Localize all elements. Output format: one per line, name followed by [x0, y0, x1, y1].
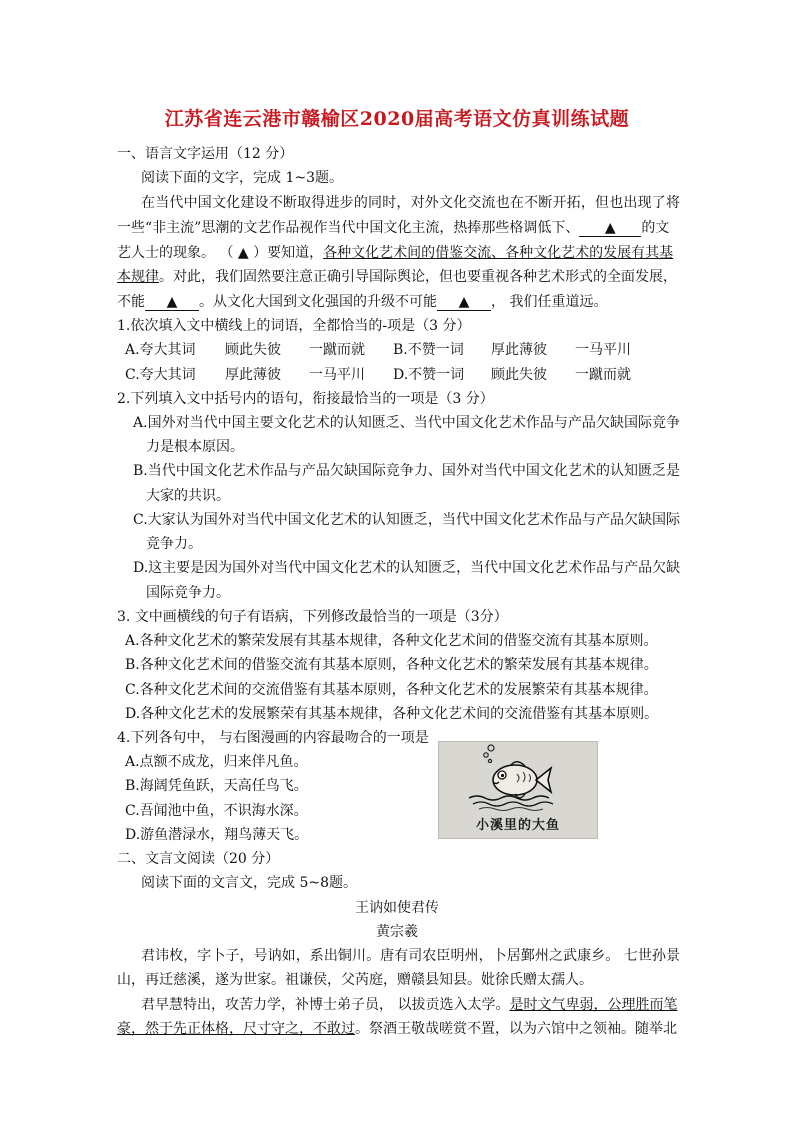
- q2-option-b-line-1: B.当代中国文化艺术作品与产品欠缺国际竞争力、国外对当代中国文化艺术的认知匮乏是: [133, 463, 680, 479]
- fill-blank-1: ▲: [579, 220, 641, 237]
- classical-p2-line-2: [117, 1020, 677, 1038]
- question-4-stem: 4.下列各句中， 与右图漫画的内容最吻合的一项是: [117, 730, 429, 746]
- passage-text: 的文: [641, 220, 670, 236]
- passage-text: 艺人士的现象。 （ ▲ ）要知道，: [117, 245, 324, 261]
- classical-text-author: 黄宗羲: [376, 924, 418, 940]
- question-2-stem: 2.下列填入文中括号内的语句，衔接最恰当的一项是（3 分）: [117, 391, 494, 407]
- passage-text: ， 我们任重道远。: [491, 294, 608, 310]
- q2-option-b-line-2: 大家的共识。: [146, 488, 230, 504]
- q1-option-c-word-2: 厚此薄彼: [225, 367, 281, 383]
- q1-option-d-word-1: D.不赞一词: [393, 367, 465, 383]
- underlined-sentence: 豪，然于先正体格，尺寸守之，不敢过: [117, 1021, 355, 1037]
- classical-p1-line-1: 君讳枚，字卜子，号讷如，系出铜川。唐有司农臣明州，卜居鄞州之武康乡。 七世孙景: [141, 948, 680, 964]
- page-title: 江苏省连云港市赣榆区2020届高考语文仿真训练试题: [164, 108, 630, 130]
- q4-option-a: A.点额不成龙，归来伴凡鱼。: [125, 754, 308, 770]
- underlined-sentence: 本规律: [117, 269, 159, 285]
- q1-option-b-word-2: 厚此薄彼: [491, 342, 547, 358]
- passage-text: 。祭酒王敬哉嗟赏不置，以为六馆中之领袖。随举北: [355, 1021, 677, 1037]
- q2-option-d-line-2: 国际竞争力。: [146, 585, 230, 601]
- q1-option-b-word-3: 一马平川: [575, 342, 631, 358]
- passage-text: 一些“非主流”思潮的文艺作品视作当代中国文化主流，热捧那些格调低下、: [117, 220, 580, 236]
- q1-option-a-word-2: 顾此失彼: [225, 342, 281, 358]
- q4-option-c: C.吾闻池中鱼，不识海水深。: [125, 803, 308, 819]
- q2-option-a-line-2: 力是根本原因。: [146, 439, 244, 455]
- q3-option-c: C.各种文化艺术间的交流借鉴有其基本原则，各种文化艺术的发展繁荣有其基本规律。: [125, 682, 658, 698]
- q4-option-b: B.海阔凭鱼跃，天高任鸟飞。: [125, 778, 308, 794]
- question-3-stem: 3. 文中画横线的句子有语病，下列修改最恰当的一项是（3分）: [117, 609, 508, 625]
- q4-option-d: D.游鱼潜渌水，翔鸟薄天飞。: [125, 827, 309, 843]
- q3-option-a: A.各种文化艺术的繁荣发展有其基本规律，各种文化艺术间的借鉴交流有其基本原则。: [125, 633, 658, 649]
- classical-p2-line-1: [141, 996, 677, 1014]
- passage-1-line-5: [117, 293, 607, 311]
- classical-text-title: 王讷如使君传: [355, 900, 439, 916]
- q1-option-a-word-3: 一蹴而就: [309, 342, 365, 358]
- section-2-heading: 二、文言文阅读（20 分）: [117, 851, 280, 867]
- q1-option-b-word-1: B.不赞一词: [393, 342, 464, 358]
- passage-1-line-3: [117, 244, 673, 262]
- q2-option-c-line-1: C.大家认为国外对当代中国文化艺术的认知匮乏，当代中国文化艺术作品与产品欠缺国际: [133, 512, 680, 528]
- q1-option-c-word-1: C.夸大其词: [125, 367, 196, 383]
- q1-option-d-word-3: 一蹴而就: [575, 367, 631, 383]
- passage-text: 不能: [117, 294, 145, 310]
- section-2-instruction: 阅读下面的文言文，完成 5~8题。: [141, 875, 357, 891]
- fill-blank-2: ▲: [145, 294, 199, 311]
- passage-1-line-4: [117, 268, 677, 286]
- passage-1-line-1: 在当代中国文化建设不断取得进步的同时，对外文化交流也在不断开拓，但也出现了将: [141, 195, 680, 211]
- fill-blank-3: ▲: [437, 294, 491, 311]
- fish-cartoon-image: [438, 741, 598, 839]
- q3-option-d: D.各种文化艺术的发展繁荣有其基本规律，各种文化艺术间的交流借鉴有其基本原则。: [125, 706, 659, 722]
- passage-text: 。对此，我们固然要注意正确引导国际舆论，但也要重视各种艺术形式的全面发展，: [159, 269, 677, 285]
- question-1-stem: 1.依次填入文中横线上的词语，全都恰当的-项是（3 分）: [117, 318, 471, 334]
- passage-text: 。从文化大国到文化强国的升级不可能: [199, 294, 437, 310]
- q2-option-c-line-2: 竞争力。: [146, 536, 202, 552]
- q2-option-d-line-1: D.这主要是因为国外对当代中国文化艺术的认知匮乏，当代中国文化艺术作品与产品欠缺: [133, 560, 681, 576]
- q2-option-a-line-1: A.国外对当代中国主要文化艺术的认知匮乏、当代中国文化艺术作品与产品欠缺国际竞争: [133, 415, 680, 431]
- q1-option-a-word-1: A.夸大其词: [125, 342, 196, 358]
- underlined-sentence: 是时文气卑弱，公理胜而笔: [509, 997, 678, 1013]
- q1-option-c-word-3: 一马平川: [309, 367, 365, 383]
- q3-option-b: B.各种文化艺术间的借鉴交流有其基本原则，各种文化艺术的繁荣发展有其基本规律。: [125, 657, 658, 673]
- section-1-instruction: 阅读下面的文字，完成 1~3题。: [141, 170, 343, 186]
- cartoon-caption: 小溪里的大鱼: [475, 818, 560, 833]
- passage-1-line-2: [117, 219, 669, 237]
- underlined-sentence: 各种文化艺术间的借鉴交流、各种文化艺术的发展有其基: [323, 245, 674, 261]
- section-1-heading: 一、语言文字运用（12 分）: [117, 146, 294, 162]
- passage-text: 君早慧特出，攻苦力学，补博士弟子员， 以拔贡选入太学。: [141, 997, 510, 1013]
- classical-p1-line-2: 山，再迁慈溪，遂为世家。祖谦侯，父芮庭，赠赣县知县。妣徐氏赠太孺人。: [117, 972, 593, 988]
- q1-option-d-word-2: 顾此失彼: [491, 367, 547, 383]
